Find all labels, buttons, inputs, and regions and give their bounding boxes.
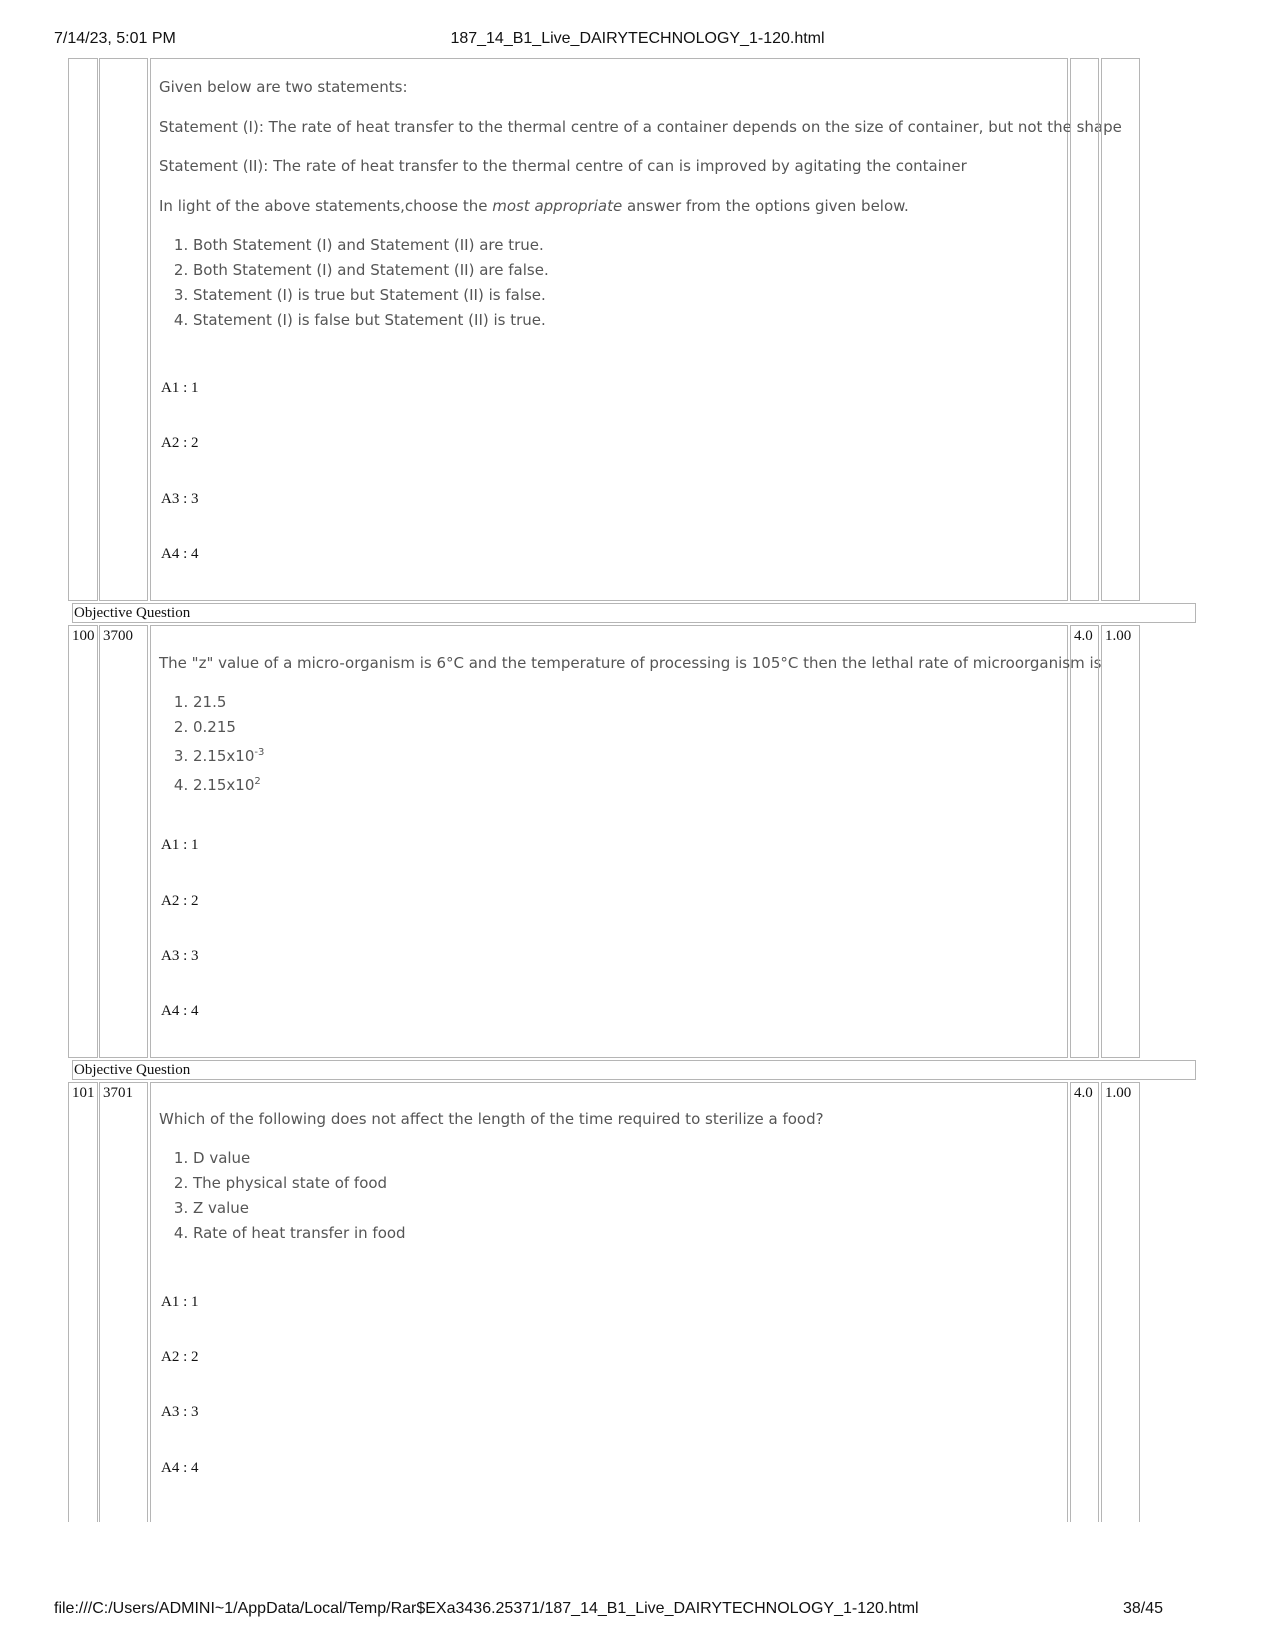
- q100-marks-cell: [1070, 625, 1099, 1058]
- q101-number-cell: [68, 1082, 98, 1522]
- q99-answer-4: A4 : 4: [161, 546, 199, 562]
- q99-marks-cell: [1070, 58, 1099, 601]
- document-title: 187_14_B1_Live_DAIRYTECHNOLOGY_1-120.html: [450, 30, 825, 47]
- section-label: Objective Question: [72, 1060, 1196, 1080]
- q101-option-2: 2. The physical state of food: [193, 1171, 406, 1196]
- q99-number-cell: [68, 58, 98, 601]
- q101-option-4: 4. Rate of heat transfer in food: [193, 1221, 406, 1246]
- q100-negative-marks: 1.00: [1105, 628, 1132, 644]
- q101-id: 3701: [103, 1085, 133, 1101]
- section-label: Objective Question: [72, 603, 1196, 623]
- q100-options: [159, 690, 264, 798]
- print-timestamp: 7/14/23, 5:01 PM: [54, 30, 176, 47]
- q100-question-text: The "z" value of a micro-organism is 6°C and the temperature of processing is 105°C then the lethal rate of microorganism is: [159, 654, 1102, 672]
- q101-marks-cell: [1070, 1082, 1099, 1522]
- q101-question-text: Which of the following does not affect the length of the time required to sterilize a food?: [159, 1110, 824, 1128]
- q101-answer-4: A4 : 4: [161, 1460, 199, 1476]
- q101-answer-3: A3 : 3: [161, 1404, 199, 1420]
- q99-intro: Given below are two statements:: [159, 78, 408, 96]
- q99-answer-2: A2 : 2: [161, 435, 199, 451]
- q100-answer-4: A4 : 4: [161, 1003, 199, 1019]
- q99-answer-3: A3 : 3: [161, 491, 199, 507]
- q100-number: 100: [72, 628, 95, 644]
- q100-id-cell: [99, 625, 148, 1058]
- q99-answer-1: A1 : 1: [161, 380, 199, 396]
- q100-answer-1: A1 : 1: [161, 837, 199, 853]
- q101-number: 101: [72, 1085, 95, 1101]
- q101-answer-2: A2 : 2: [161, 1349, 199, 1365]
- page-number: 38/45: [1122, 1600, 1163, 1617]
- q101-id-cell: [99, 1082, 148, 1522]
- q99-option-1: 1. Both Statement (I) and Statement (II) are true.: [193, 233, 549, 258]
- q99-option-4: 4. Statement (I) is false but Statement (II) is true.: [193, 308, 549, 333]
- q99-statement-2: Statement (II): The rate of heat transfer to the thermal centre of can is improved by agitating the container: [159, 157, 967, 175]
- q101-option-1: 1. D value: [193, 1146, 406, 1171]
- q99-instruction: In light of the above statements,choose the most appropriate answer from the options given below.: [159, 197, 909, 215]
- q100-option-3: 3. $2.15x10^{-3}$: [193, 740, 264, 769]
- q100-option-4: 4. $2.15x10^2$: [193, 769, 264, 798]
- q101-answer-1: A1 : 1: [161, 1294, 199, 1310]
- q100-negative-cell: [1101, 625, 1140, 1058]
- q100-answer-3: A3 : 3: [161, 948, 199, 964]
- q100-option-2: 2. 0.215: [193, 715, 264, 740]
- q99-body-cell: [150, 58, 1122, 601]
- q99-option-2: 2. Both Statement (I) and Statement (II) are false.: [193, 258, 549, 283]
- q101-marks: 4.0: [1074, 1085, 1093, 1101]
- q99-id-cell: [99, 58, 148, 601]
- q99-negative-cell: [1101, 58, 1140, 601]
- q99-option-3: 3. Statement (I) is true but Statement (II) is false.: [193, 283, 549, 308]
- q101-negative-marks: 1.00: [1105, 1085, 1132, 1101]
- q99-options: [159, 233, 549, 333]
- q101-negative-cell: [1101, 1082, 1140, 1522]
- q100-option-1: 1. 21.5: [193, 690, 264, 715]
- q100-marks: 4.0: [1074, 628, 1093, 644]
- q101-option-3: 3. Z value: [193, 1196, 406, 1221]
- q99-statement-1: Statement (I): The rate of heat transfer to the thermal centre of a container depends on the size of container, but not the shape: [159, 118, 1122, 136]
- q101-body-cell: [150, 1082, 1068, 1522]
- q100-answer-2: A2 : 2: [161, 893, 199, 909]
- q101-options: [159, 1146, 406, 1246]
- q100-number-cell: [68, 625, 98, 1058]
- q100-id: 3700: [103, 628, 133, 644]
- file-path: file:///C:/Users/ADMINI~1/AppData/Local/Temp/Rar$EXa3436.25371/187_14_B1_Live_DAIRYTECHNOLOGY_1-120.html: [54, 1600, 919, 1617]
